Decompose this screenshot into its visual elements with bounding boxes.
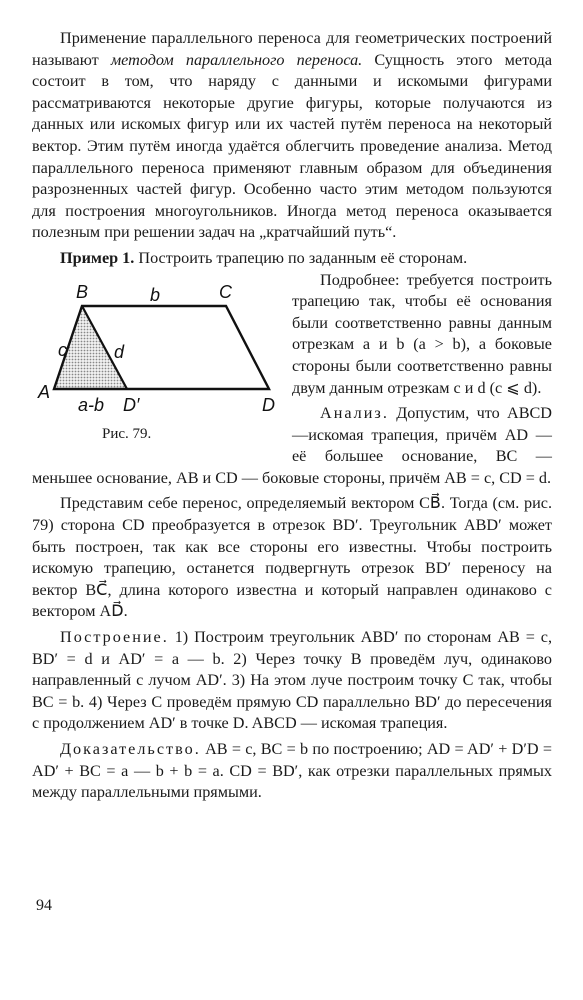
paragraph-translation: Представим себе перенос, определяемый вектором CB⃗. Тогда (см. рис. 79) сторона CD преобразуется в отрезок BD′. Треугольник ABD′ может быть построен, так как все стороны его известны. Чтобы построить искомую трапецию, останется подвергнуть отрезок BD′ переносу на вектор BC⃗, длина которого известна и который направлен одинаково с вектором AD⃗.	[32, 494, 552, 621]
page-number: 94	[36, 897, 52, 914]
figure-79	[32, 274, 282, 454]
label-b-vertex: B	[76, 281, 89, 302]
analysis-text: Допустим, что ABCD—искомая трапеция, причём AD — её большее основание, BC — меньшее основание, AB и CD — боковые стороны, причём AB = c, CD = d.	[32, 404, 552, 487]
label-side-c: c	[58, 339, 67, 360]
example-text: Построить трапецию по заданным её сторонам.	[138, 248, 468, 267]
proof-text: AB = c, BC = b по построению; AD = AD′ + D′D = AD′ + BC = a — b + b = a. CD = BD′, как отрезки параллельных прямых между параллельными прямыми.	[32, 740, 553, 802]
method-term: методом параллельного переноса.	[110, 50, 363, 69]
label-c-vertex: C	[219, 281, 232, 302]
intro-rest: Сущность этого метода состоит в том, что наряду с данными и искомыми фигурами рассматриваются некоторые другие фигуры, которые получаются из данных или искомых фигур или их частей путём переноса на некоторый вектор. Этим путём иногда удаётся облегчить проведение анализа. Метод параллельного переноса применяют главным образом для объединения разрозненных частей фигур. Особенно часто этим методом пользуются для построения многоугольников. Иногда метод переноса оказывается полезным при решении задач на „кратчайший путь“.	[32, 50, 553, 242]
proof-label: Доказательство.	[60, 740, 201, 758]
analysis-label: Анализ.	[320, 404, 389, 423]
label-d-vertex: D	[262, 394, 275, 415]
page-text	[32, 28, 552, 804]
label-d-prime: D′	[123, 394, 140, 415]
paragraph-intro	[32, 28, 552, 244]
paragraph-proof	[32, 739, 552, 804]
intro-text: Применение параллельного переноса для геометрических построений называют	[32, 29, 552, 69]
construction-text: 1) Построим треугольник ABD′ по сторонам AB = c, BD′ = d и AD′ = a — b. 2) Через точку B проведём луч, одинаково направленный с лучом AD′. 3) На этом луче построим точку C так, чтобы BC = b. 4) Через C проведём прямую CD параллельно BD′ до пересечения с продолжением AD′ в точке D. ABCD — искомая трапеция.	[32, 628, 552, 733]
figure-caption: Рис. 79.	[102, 425, 152, 442]
paragraph-construction	[32, 627, 552, 735]
label-side-a-minus-b: a-b	[78, 394, 105, 415]
trapezoid-diagram	[32, 274, 282, 424]
label-side-d: d	[114, 341, 125, 362]
paragraph-example	[32, 248, 552, 270]
example-label: Пример 1.	[60, 248, 135, 267]
label-side-b: b	[150, 284, 161, 305]
label-a-vertex: A	[38, 381, 51, 402]
construction-label: Построение.	[60, 628, 169, 647]
paragraph-detail: Подробнее: требуется построить трапецию так, чтобы её основания были соответственно равны данным отрезкам a и b (a > b), а боковые стороны были соответственно равны двум данным отрезкам c и d (c ⩽ d).	[292, 270, 552, 397]
